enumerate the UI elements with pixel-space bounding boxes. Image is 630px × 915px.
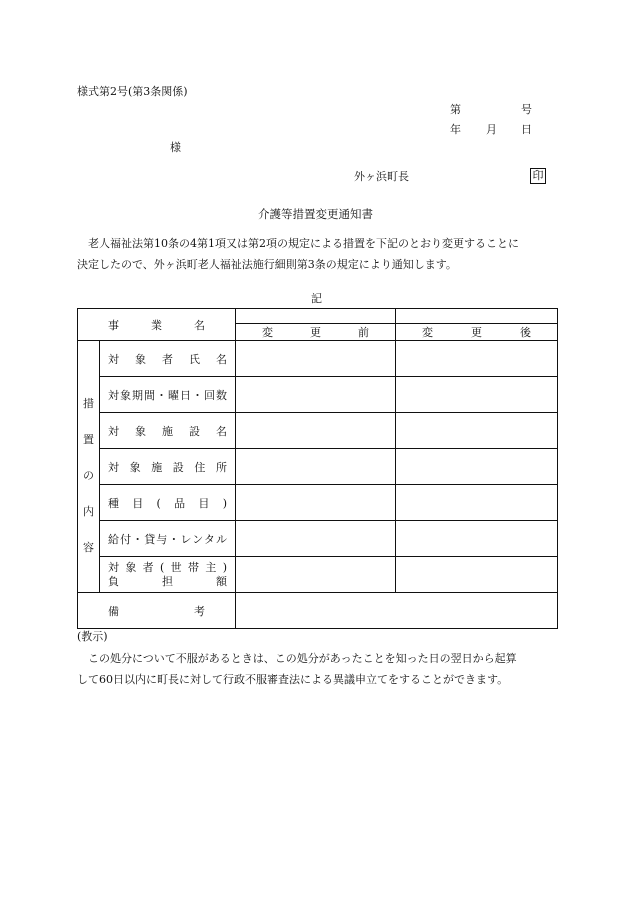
doc-number-dai: 第 [450,103,461,116]
row-label-item: 種目(品目) [100,485,236,521]
row-remarks-value[interactable] [236,593,558,629]
date-year: 年 [450,123,461,136]
notice-paragraph [77,648,567,690]
row-facility-address-after[interactable] [396,449,558,485]
row-facility-address-before[interactable] [236,449,396,485]
notice-heading: (教示) [77,630,108,643]
row-subject-name-before[interactable] [236,341,396,377]
form-number: 様式第2号(第3条関係) [77,85,188,98]
row-period-after[interactable] [396,377,558,413]
header-blank-before [236,309,396,324]
row-label-benefit: 給付・貸与・レンタル [100,521,236,557]
row-label-period: 対象期間・曜日・回数 [100,377,236,413]
row-label-facility-address: 対象施設住所 [100,449,236,485]
group-char-2: 置 [83,432,94,446]
row-period-before[interactable] [236,377,396,413]
header-before: 変更前 [236,324,396,341]
header-after: 変更後 [396,324,558,341]
row-benefit-before[interactable] [236,521,396,557]
notice-line-2: して60日以内に町長に対して行政不服審査法による異議申立てをすることができます。 [77,673,509,686]
group-char-3: の [83,468,94,482]
addressee-sama: 様 [170,141,181,154]
row-benefit-after[interactable] [396,521,558,557]
row-facility-name-after[interactable] [396,413,558,449]
row-facility-name-before[interactable] [236,413,396,449]
group-char-4: 内 [83,504,94,518]
header-blank-after [396,309,558,324]
measures-table [77,308,558,629]
row-label-burden: 対象者(世帯主) 負担額 [100,557,236,593]
row-burden-before[interactable] [236,557,396,593]
date-day: 日 [521,123,532,136]
body-line-1: 老人福祉法第10条の4第1項又は第2項の規定による措置を下記のとおり変更することに [88,237,519,250]
ki-heading: 記 [311,292,322,305]
row-label-remarks: 備考 [78,593,236,629]
document-title: 介護等措置変更通知書 [258,207,373,221]
doc-number-go: 号 [521,103,532,116]
issuer-name: 外ヶ浜町長 [354,170,409,183]
row-burden-after[interactable] [396,557,558,593]
row-label-facility-name: 対象施設名 [100,413,236,449]
body-paragraph [77,233,557,275]
header-jigyo-name: 事業名 [78,309,236,341]
seal-mark: 印 [530,168,546,184]
row-item-after[interactable] [396,485,558,521]
group-label-sochi-no-naiyo [78,341,100,593]
body-line-2: 決定したので、外ヶ浜町老人福祉法施行細則第3条の規定により通知します。 [77,258,457,271]
date-month: 月 [486,123,497,136]
row-item-before[interactable] [236,485,396,521]
notice-line-1: この処分について不服があるときは、この処分があったことを知った日の翌日から起算 [88,652,517,665]
row-label-subject-name: 対象者氏名 [100,341,236,377]
row-subject-name-after[interactable] [396,341,558,377]
group-char-5: 容 [83,540,94,554]
group-char-1b: 措 [83,396,94,410]
